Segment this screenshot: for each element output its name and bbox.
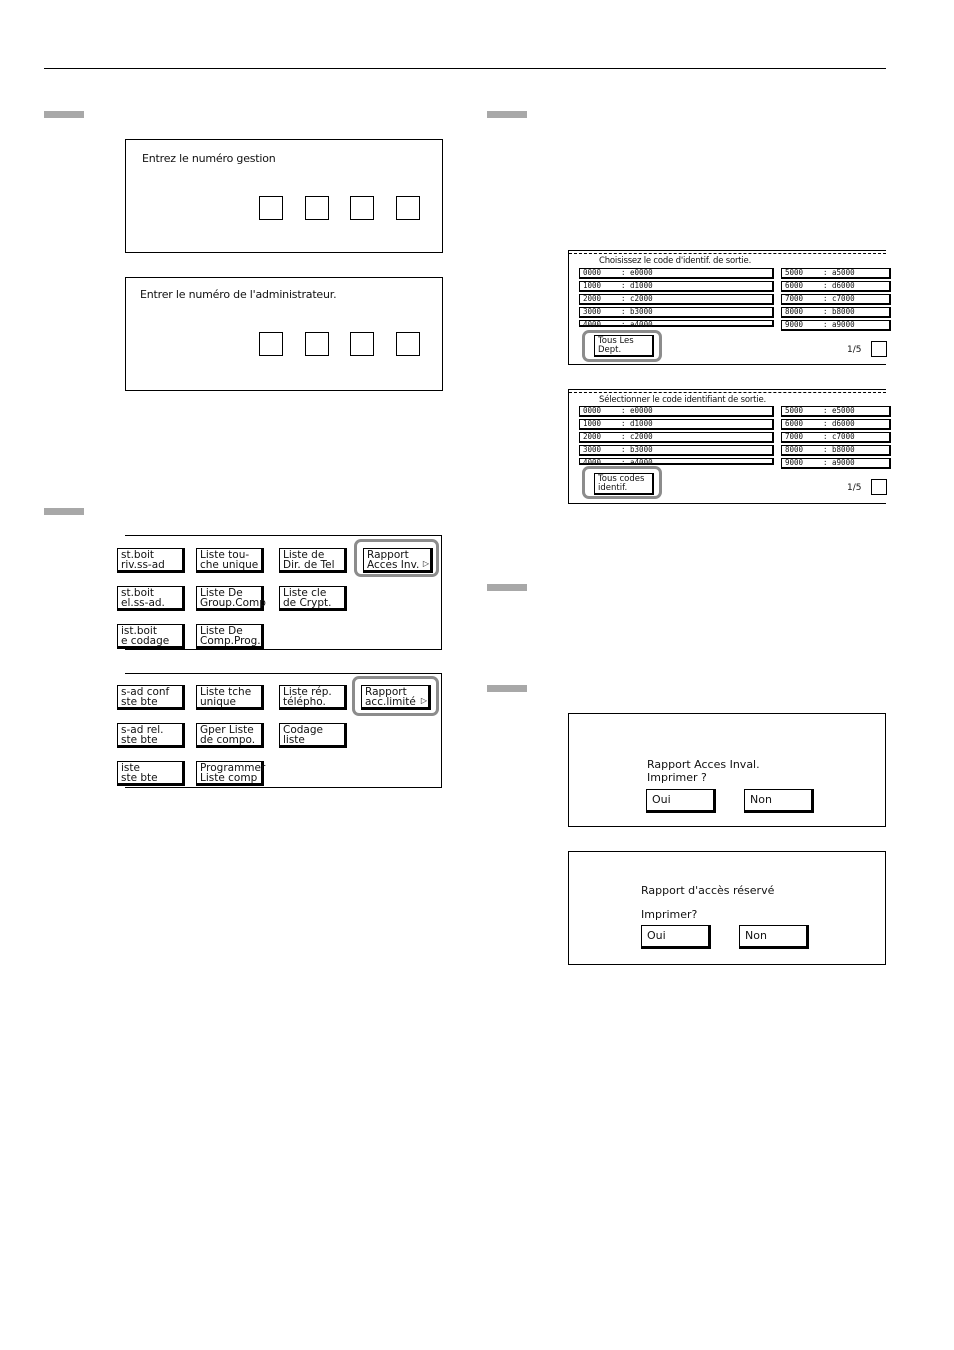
yes-button[interactable]: Oui xyxy=(646,789,716,813)
code-row[interactable]: 3000 : b3000 xyxy=(579,307,774,318)
restricted-access-report-button[interactable]: Rapport acc.limité ▷ xyxy=(361,685,431,710)
panel-title: Choisissez le code d'identif. de sortie. xyxy=(599,256,752,266)
dialog-question: Imprimer? xyxy=(641,908,698,921)
dialog-question: Imprimer ? xyxy=(647,771,707,784)
code-row[interactable]: 1000 : d1000 xyxy=(579,281,774,292)
digit-box-4[interactable] xyxy=(396,196,420,220)
code-row[interactable]: 4000 : a4000 xyxy=(579,320,774,327)
all-codes-button[interactable]: Tous codes identif. xyxy=(594,473,654,495)
menu-button[interactable]: Liste De Group.Comp xyxy=(196,586,264,611)
code-row[interactable]: 4000 : a4000 xyxy=(579,458,774,465)
code-row[interactable]: 9000 : a9000 xyxy=(781,320,891,331)
code-row[interactable]: 3000 : b3000 xyxy=(579,445,774,456)
code-row[interactable]: 8000 : b8000 xyxy=(781,307,891,318)
chevron-right-icon: ▷ xyxy=(422,559,429,568)
digit-box-3[interactable] xyxy=(350,332,374,356)
code-row[interactable]: 5000 : a5000 xyxy=(781,268,891,279)
code-row[interactable]: 9000 : a9000 xyxy=(781,458,891,469)
code-row[interactable]: 6000 : d6000 xyxy=(781,419,891,430)
chevron-right-icon: ▷ xyxy=(420,696,427,705)
code-row[interactable]: 0000 : e0000 xyxy=(579,406,774,417)
code-row[interactable]: 2000 : c2000 xyxy=(579,294,774,305)
highlight-ring xyxy=(582,330,662,362)
code-row[interactable]: 1000 : d1000 xyxy=(579,419,774,430)
code-row[interactable]: 8000 : b8000 xyxy=(781,445,891,456)
code-row[interactable]: 7000 : c7000 xyxy=(781,294,891,305)
code-row[interactable]: 6000 : d6000 xyxy=(781,281,891,292)
next-page-button[interactable] xyxy=(871,341,887,357)
code-row[interactable]: 7000 : c7000 xyxy=(781,432,891,443)
page-indicator: 1/5 xyxy=(847,345,862,355)
highlight-ring xyxy=(354,539,439,577)
menu-button[interactable]: s-ad conf ste bte xyxy=(117,685,185,710)
menu-button[interactable]: Liste tou- che unique xyxy=(196,548,264,573)
code-row[interactable]: 5000 : e5000 xyxy=(781,406,891,417)
menu-button[interactable]: s-ad rel. ste bte xyxy=(117,723,185,748)
access-report-button[interactable]: Rapport Acces Inv. ▷ xyxy=(363,548,433,573)
yes-button[interactable]: Oui xyxy=(641,925,711,949)
menu-button[interactable]: Codage liste xyxy=(279,723,347,748)
print-confirm-dialog xyxy=(568,713,886,827)
header-rule xyxy=(44,68,886,69)
step-marker-2 xyxy=(44,508,84,515)
digit-box-1[interactable] xyxy=(259,196,283,220)
dashed-border xyxy=(569,253,886,254)
highlight-ring xyxy=(582,466,662,499)
panel-title: Entrez le numéro gestion xyxy=(142,152,276,165)
menu-button[interactable]: ist.boit e codage xyxy=(117,624,185,649)
panel-title: Entrer le numéro de l'administrateur. xyxy=(140,288,337,301)
administrator-number-panel xyxy=(125,277,443,391)
panel-title: Sélectionner le code identifiant de sortie. xyxy=(599,395,767,405)
step-marker-4 xyxy=(487,584,527,591)
no-button[interactable]: Non xyxy=(739,925,809,949)
digit-box-4[interactable] xyxy=(396,332,420,356)
page-indicator: 1/5 xyxy=(847,483,862,493)
code-row[interactable]: 0000 : e0000 xyxy=(579,268,774,279)
step-marker-3 xyxy=(487,111,527,118)
digit-box-3[interactable] xyxy=(350,196,374,220)
menu-button[interactable]: Gper Liste de compo. xyxy=(196,723,264,748)
dashed-border xyxy=(569,392,886,393)
all-departments-button[interactable]: Tous Les Dept. xyxy=(594,335,654,357)
highlight-ring xyxy=(352,676,439,716)
menu-button[interactable]: Liste De Comp.Prog. xyxy=(196,624,264,649)
digit-box-2[interactable] xyxy=(305,332,329,356)
menu-button[interactable]: Programmer Liste comp xyxy=(196,761,264,786)
menu-button[interactable]: st.boit riv.ss-ad xyxy=(117,548,185,573)
dialog-message: Rapport d'accès réservé xyxy=(641,884,775,897)
menu-button[interactable]: st.boit el.ss-ad. xyxy=(117,586,185,611)
menu-button[interactable]: Liste de Dir. de Tel xyxy=(279,548,347,573)
menu-button[interactable]: iste ste bte xyxy=(117,761,185,786)
step-marker-1 xyxy=(44,111,84,118)
digit-box-2[interactable] xyxy=(305,196,329,220)
menu-button[interactable]: Liste rép. télépho. xyxy=(279,685,347,710)
management-number-panel xyxy=(125,139,443,253)
print-confirm-dialog-alt xyxy=(568,851,886,965)
dialog-message: Rapport Acces Inval. xyxy=(647,758,760,771)
next-page-button[interactable] xyxy=(871,479,887,495)
no-button[interactable]: Non xyxy=(744,789,814,813)
menu-button[interactable]: Liste tche unique xyxy=(196,685,264,710)
menu-button[interactable]: Liste cle de Crypt. xyxy=(279,586,347,611)
code-row[interactable]: 2000 : c2000 xyxy=(579,432,774,443)
step-marker-5 xyxy=(487,685,527,692)
digit-box-1[interactable] xyxy=(259,332,283,356)
